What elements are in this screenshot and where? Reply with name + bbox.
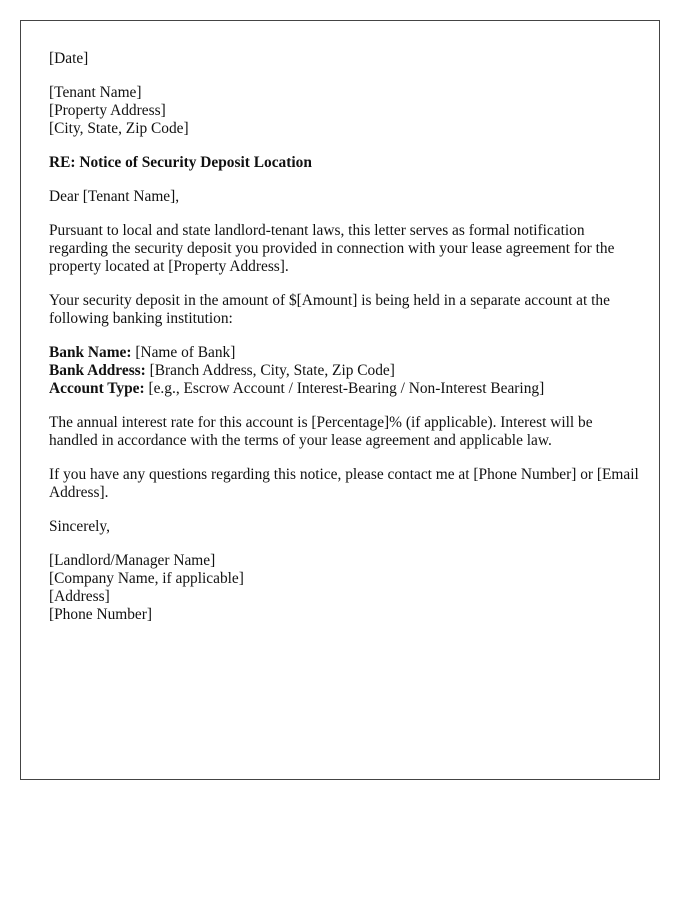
account-type-value: [e.g., Escrow Account / Interest-Bearing / Non-Interest Bearing]: [144, 380, 545, 397]
recipient-city-state-zip: [City, State, Zip Code]: [49, 120, 189, 137]
letter-date: [Date]: [49, 50, 89, 67]
bank-name-value: [Name of Bank]: [131, 344, 236, 361]
body-paragraph-3: The annual interest rate for this account is [Percentage]% (if applicable). Interest will be handled in accordance with the terms of your lease agreement and applicable law.: [49, 414, 593, 449]
body-paragraph-4: If you have any questions regarding this notice, please contact me at [Phone Number] or [Email Address].: [49, 466, 639, 501]
bank-details: [49, 344, 639, 398]
signature-address: [Address]: [49, 588, 110, 605]
salutation: Dear [Tenant Name],: [49, 188, 180, 205]
signature-name: [Landlord/Manager Name]: [49, 552, 216, 569]
signature-block: [49, 552, 639, 624]
bank-address-value: [Branch Address, City, State, Zip Code]: [145, 362, 395, 379]
recipient-address: [Property Address]: [49, 102, 166, 119]
letter-subject: RE: Notice of Security Deposit Location: [49, 154, 312, 171]
signature-company: [Company Name, if applicable]: [49, 570, 244, 587]
letter-page: [20, 20, 660, 780]
bank-address-line: [49, 362, 639, 380]
body-paragraph-1: Pursuant to local and state landlord-tenant laws, this letter serves as formal notification regarding the security deposit you provided in connection with your lease agreement for the property located at [Property Address].: [49, 222, 615, 275]
bank-address-label: Bank Address:: [49, 362, 146, 379]
signature-phone: [Phone Number]: [49, 606, 153, 623]
recipient-name: [Tenant Name]: [49, 84, 142, 101]
bank-name-line: [49, 344, 639, 362]
account-type-label: Account Type:: [49, 380, 145, 397]
closing: Sincerely,: [49, 518, 110, 535]
bank-name-label: Bank Name:: [49, 344, 132, 361]
account-type-line: [49, 380, 639, 398]
body-paragraph-2: Your security deposit in the amount of $[Amount] is being held in a separate account at the following banking institution:: [49, 292, 610, 327]
recipient-block: [49, 84, 639, 138]
